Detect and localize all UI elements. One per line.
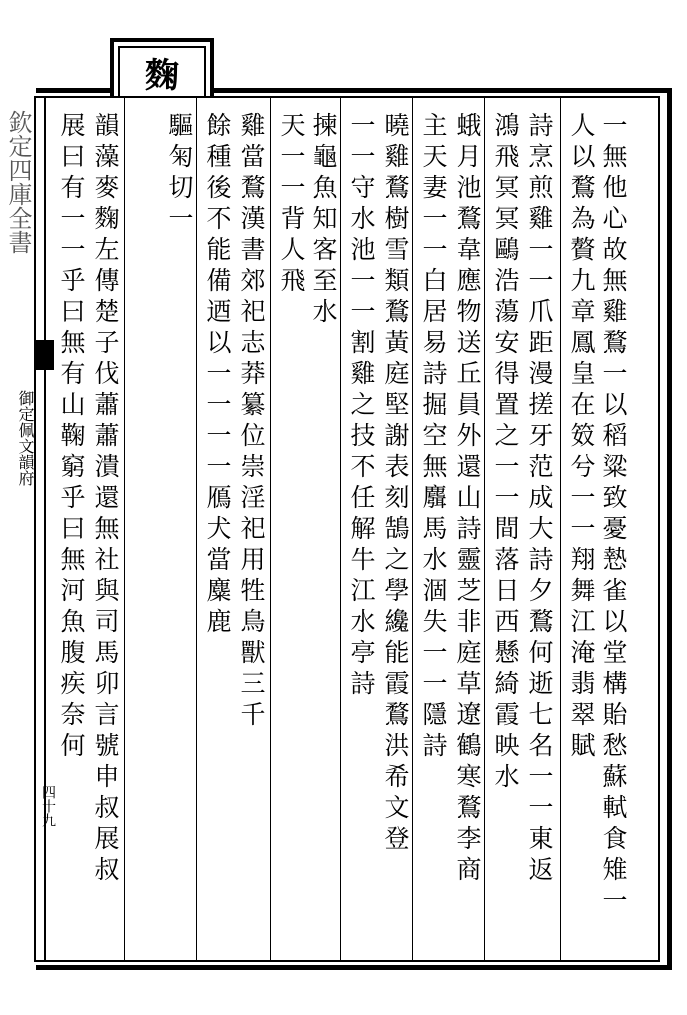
text-column: 一一守水池一一割雞之技不任解牛江水亭詩	[347, 112, 376, 701]
edge-title: 欽定四庫全書	[4, 110, 32, 254]
text-column: 天一一背人飛	[277, 112, 306, 298]
column-rule	[124, 98, 125, 960]
column-rule	[340, 98, 341, 960]
text-column: 人以鶩為贅九章鳳皇在笯兮一一翔舞江淹翡翠賦	[567, 112, 596, 763]
text-column: 詩烹煎雞一一爪距漫搓牙范成大詩夕鶩何逝七名一一東返	[525, 112, 554, 887]
text-column: 鴻飛冥冥鷗浩蕩安得置之一一間落日西懸綺霞映水	[491, 112, 520, 794]
text-column: 一無他心故無雞鶩一以稻粱致憂慹雀以堂構貽愁蘇軾食雉一	[599, 112, 628, 918]
text-column: 曉雞鶩樹雪類鶩黃庭堅謝表刻鵠之學纔能霞鶩洪希文登	[381, 112, 410, 856]
text-column: 驅匊切一	[165, 112, 194, 236]
heading-tab-char: 麴	[145, 55, 179, 96]
text-column: 蛾月池鶩韋應物送丘員外還山詩靈芝非庭草遼鶴寒鶩李商	[453, 112, 482, 887]
column-rule	[412, 98, 413, 960]
column-rule	[560, 98, 561, 960]
column-rule	[270, 98, 271, 960]
text-column: 主天妻一一白居易詩掘空無麛馬水涸失一一隱詩	[419, 112, 448, 763]
text-column: 展曰有一一乎曰無有山鞠窮乎曰無河魚腹疾奈何	[57, 112, 86, 763]
column-rule	[484, 98, 485, 960]
text-column: 餘種後不能備迺以一一一一鴈犬當麋鹿	[203, 112, 232, 639]
column-rule	[196, 98, 197, 960]
edge-bar	[34, 340, 54, 370]
page-number: 四十九	[40, 785, 56, 827]
text-column: 韻藻麥麴左傳楚子伐蕭蕭潰還無社與司馬卯言號申叔展叔	[91, 112, 120, 887]
sidebar-book-title: 御定佩文韻府	[16, 390, 35, 486]
text-column: 揀龜魚知客至水	[309, 112, 338, 329]
text-column: 雞當鶩漢書郊祀志莽纂位崇淫祀用牲鳥獸三千	[237, 112, 266, 732]
